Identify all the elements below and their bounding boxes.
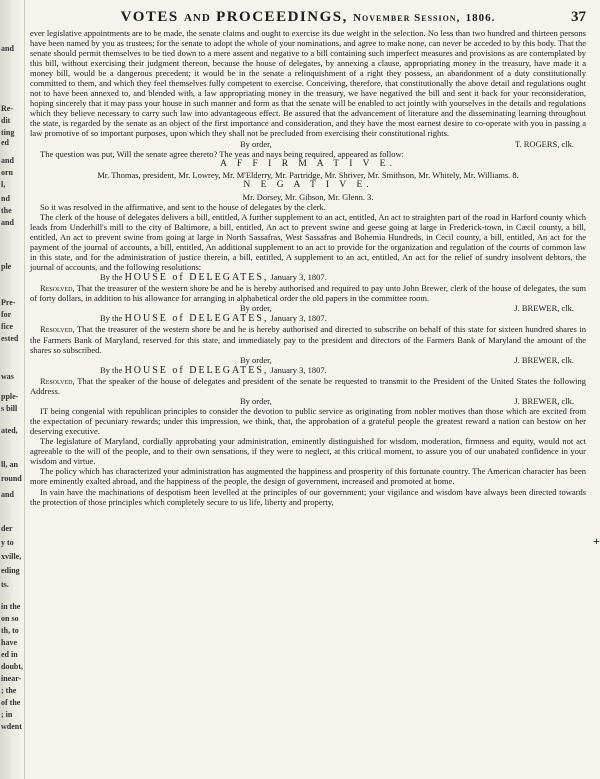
by-order-label: By order,	[240, 354, 272, 365]
affirmative-votes	[30, 170, 586, 180]
resolution-3-text: That the speaker of the house of delegates and president of the senate be requested to transmit to the President of the United States the following Address.	[30, 375, 587, 396]
gutter-fragment: of the	[1, 698, 21, 707]
margin-mark: +	[593, 534, 600, 548]
date-label: January 3, 1807.	[270, 364, 327, 375]
affirmative-count: 8.	[512, 170, 519, 181]
question-paragraph: The question was put, Will the senate agree thereto? The yeas and nays being required, appeared as follow:	[40, 148, 405, 159]
gutter-fragment: ts.	[1, 580, 9, 589]
address-paragraph-1: IT being congenial with republican principles to consider the devotion to public service as originating from nobler motives than those which are excited from the expectation of pecuniary rewards; under this impression, we think, that, the approbation of a grateful people the greatest reward a nation can bestow on her deserving executive.	[30, 406, 586, 437]
header-year: 1806.	[465, 12, 496, 24]
negative-list: Mr. Dorsey, Mr. Gibson, Mr. Glenn.	[242, 191, 365, 202]
house-of-delegates-label: HOUSE of DELEGATES,	[124, 313, 269, 325]
by-order-label: By order,	[240, 395, 272, 406]
running-header	[30, 6, 586, 28]
by-the-label: By the	[100, 364, 123, 375]
gutter-fragment: y to	[1, 538, 14, 547]
gutter-fragment: s bill	[1, 404, 18, 413]
resolution-1	[30, 283, 586, 303]
by-the-label: By the	[100, 272, 123, 283]
gutter-fragment: wdent	[1, 722, 22, 731]
signatory-brewer: J. BREWER, clk.	[514, 395, 574, 406]
gutter-fragment: ed	[1, 138, 9, 147]
gutter-fragment: was	[1, 372, 14, 381]
gutter-fragment: xville,	[1, 552, 22, 561]
resolved-affirmative-paragraph: So it was resolved in the affirmative, and sent to the house of delegates by the clerk.	[40, 201, 326, 212]
gutter-fragment: the	[1, 206, 12, 215]
house-of-delegates-label: HOUSE of DELEGATES,	[124, 364, 269, 376]
resolved-label: Resolved,	[40, 283, 75, 294]
gutter-fragment: th, to	[1, 626, 19, 635]
by-order-label: By order,	[240, 138, 272, 149]
gutter-fragment: on so	[1, 614, 19, 623]
gutter-fragment: fice	[1, 322, 13, 331]
header-title-votes: VOTES	[120, 9, 179, 25]
negative-count: 3.	[367, 191, 374, 202]
signature-rogers	[30, 139, 586, 149]
date-label: January 3, 1807.	[270, 313, 327, 324]
signatory-rogers: T. ROGERS, clk.	[514, 138, 574, 149]
gutter-fragment: nd	[1, 194, 10, 203]
house-heading-3	[30, 365, 586, 376]
house-heading-2	[30, 313, 586, 324]
house-heading-1	[30, 272, 586, 283]
header-session: November Session,	[353, 12, 461, 24]
header-title-and: AND	[183, 12, 211, 24]
gutter-fragment: inear-	[1, 674, 22, 683]
resolution-1-text: That the treasurer of the western shore be and he is hereby authorised and required to pay unto John Brewer, clerk of the house of delegates, the sum of forty dollars, in addition to his allowance for arranging in alphabetical order the old papers in the committee room.	[30, 283, 586, 304]
gutter-fragment: ested	[1, 334, 19, 343]
gutter-fragment: Re-	[1, 104, 13, 113]
gutter-fragment: ple	[1, 262, 12, 271]
gutter-fragment: eding	[1, 566, 20, 575]
gutter-fragment: have	[1, 638, 17, 647]
gutter-fragment: der	[1, 524, 13, 533]
affirmative-heading: A F F I R M A T I V E.	[220, 158, 396, 169]
gutter-fragment: dit	[1, 116, 11, 125]
house-of-delegates-label: HOUSE of DELEGATES,	[124, 272, 269, 284]
gutter-fragment: doubt,	[1, 662, 23, 671]
signatory-brewer: J. BREWER, clk.	[514, 354, 574, 365]
gutter-fragment: ; in	[1, 710, 13, 719]
address-paragraph-4: In vain have the machinations of despotism been levelled at the principles of our government; your vigilance and wisdom have always been directed towards the protection of those principles which completely secure to us life, liberty and property,	[30, 486, 586, 507]
gutter-fragment: in the	[1, 602, 21, 611]
gutter-fragment: round	[1, 474, 22, 483]
by-the-label: By the	[100, 313, 123, 324]
by-order-label: By order,	[240, 303, 272, 314]
gutter-fragment: orn	[1, 168, 13, 177]
address-paragraph-2: The legislature of Maryland, cordially approbating your administration, eminently distinguished for wisdom, moderation, firmness and equity, would not act agreeable to the will of the people, and to their own sensations, if they were to neglect, at this critical moment, to assure you of our unabated confidence in your wisdom and virtue.	[30, 436, 586, 467]
gutter-fragment: ting	[1, 128, 15, 137]
page-number: 37	[571, 9, 586, 25]
signatory-brewer: J. BREWER, clk.	[514, 303, 574, 314]
gutter-fragment: and	[1, 218, 14, 227]
signature-brewer-3	[30, 396, 586, 406]
resolved-label: Resolved,	[40, 375, 75, 386]
signature-brewer-2	[30, 355, 586, 365]
resolution-2-text: That the treasurer of the western shore be and he is hereby authorised and directed to subscribe on behalf of this state for sixteen hundred shares in the Farmers Bank of Maryland, reserved for this state, and immediately pay to the president and directors of the Farmers Bank of Maryland the amount of the shares so subscribed.	[30, 324, 587, 355]
gutter-fragment: ated,	[1, 426, 18, 435]
date-label: January 3, 1807.	[270, 272, 327, 283]
senate-message-paragraph: ever legislative appointments are to be made, the senate claims and ought to exercise its due weight in the selection. No less than two hundred and thirteen persons have been named by you as trustees; for the senate to adopt the whole of your nominations, and agree to make none, can never be acceded to by this body. That the senate should permit themselves to be tied down to a mere assent and negative to a bill containing such imperfect measures and provisions as are contemplated by this bill, without exercising their judgment thereon, because the house of delegates, by annexing a clause, appropriating money in the treasury, have made it a money bill, would be a dangerous precedent; it would be in the senate a relinquishment of a right they possess, an abandonment of a duty constitutionally committed to them, and which they feel themselves fully competent to exercise. Conceiving, therefore, that constitutionally the above detail and regulations ought not to have been annexed to, and blended with, a law appropriating money in the treasury, we have negatived the bill and sent it back for your reconsideration, hoping sincerely that it may pass your house in such manner and form as that the senate will be enabled to act jointly with yourselves in the details and regulations which they believe necessary to carry such law into advantageous effect. Be assured that the advancement of literature and the disseminating learning throughout the state, is regarded by the senate as an object of the first importance and consideration, and they have the most earnest desire to co-operate with you in passing a law promotive of so important purposes, upon which they shall not be precluded from exercising their constitutional rights.	[30, 28, 586, 139]
gutter-fragment: ll, an	[1, 460, 18, 469]
gutter-fragment: ; the	[1, 686, 17, 695]
gutter-fragment: and	[1, 156, 14, 165]
signature-brewer-1	[30, 303, 586, 313]
negative-votes	[30, 192, 586, 202]
gutter-fragment: and	[1, 44, 14, 53]
header-title-proceedings: PROCEEDINGS,	[216, 9, 348, 25]
gutter-fragment: ed in	[1, 650, 18, 659]
gutter-fragment: pple-	[1, 392, 19, 401]
gutter-fragment: for	[1, 310, 12, 319]
negative-heading: N E G A T I V E.	[243, 180, 373, 191]
resolved-label: Resolved,	[40, 324, 75, 335]
affirmative-list: Mr. Thomas, president, Mr. Lowrey, Mr. M'Elderry, Mr. Partridge, Mr. Shriver, Mr. Smithson, Mr. Whitely, Mr. Williams.	[97, 170, 511, 181]
resolution-2	[30, 324, 586, 354]
bills-delivered-paragraph: The clerk of the house of delegates delivers a bill, entitled, A further supplement to an act, entitled, An act to straighten part of the road in Harford county which leads from Underhill's mill to the city of Baltimore, a bill, entitled, An act to prevent swine and geese going at large in Frederick-town, in Cæcil county, a bill, entitled, An act to prevent swine from going at large in North Sassafras, West Sassafras and Bohemia Hundreds, in Cecil county, a bill, entitled, An act for the payment of the journal of accounts, a bill, entitled, An additional supplement to an act to provide for the organization and regulation of the courts of common law in this state, and for the administration of justice therein, a bill, entitled, A supplement to an act, entitled, An act for the relief of sundry insolvent debtors, the journal of accounts, and the following resolutions:	[30, 211, 586, 273]
left-page-gutter	[0, 0, 25, 779]
document-page	[30, 6, 600, 772]
gutter-fragment: and	[1, 490, 14, 499]
address-paragraph-3: The policy which has characterized your administration has augmented the happiness and prosperity of this fortunate country. The American character has been more eminently exalted abroad, and the happiness of the people, the design of government, increased and promoted at home.	[30, 466, 586, 487]
gutter-fragment: Pre-	[1, 298, 16, 307]
resolution-3	[30, 376, 586, 396]
gutter-fragment: l,	[1, 180, 6, 189]
